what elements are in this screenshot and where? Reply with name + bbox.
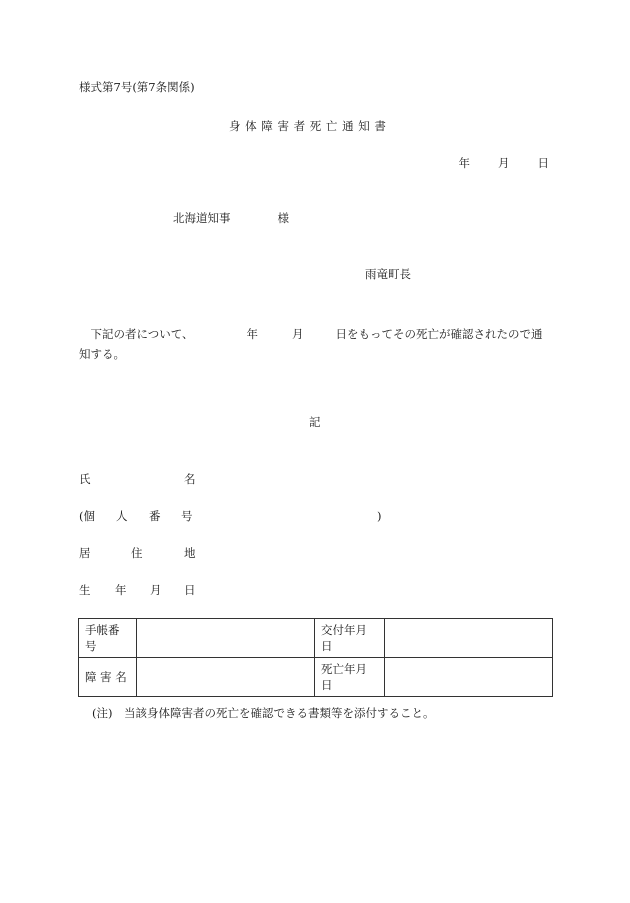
death-date-cell[interactable] [385,658,553,697]
handbook-number-cell[interactable] [137,619,315,658]
ki-heading: 記 [309,415,321,429]
body-text-part2: 日をもってその死亡が確認されたので通知する。 [79,327,543,361]
field-address-char: 住 [131,546,143,560]
table-row [79,619,553,658]
field-mynumber-char: 人 [116,509,128,523]
field-birth-char: 日 [184,583,196,597]
date-line [459,158,550,170]
field-birth-char: 生 [79,583,91,597]
addressee [173,213,289,225]
field-mynumber-char: 番 [149,509,161,523]
field-address-char: 居 [79,546,91,560]
table-row [79,658,553,697]
disability-name-label: 障 害 名 [79,658,137,697]
addressee-name: 北海道知事 [173,211,231,225]
field-birth-char: 月 [150,583,162,597]
date-month-label: 月 [498,156,510,170]
body-month-label: 月 [292,327,304,341]
field-birth-char: 年 [115,583,127,597]
field-mynumber-char: ) [377,509,382,523]
sender: 雨竜町長 [365,267,411,281]
form-number: 様式第7号(第7条関係) [79,80,195,94]
field-name-char: 氏 [79,472,91,486]
field-name-char: 名 [184,472,196,486]
date-day-label: 日 [537,156,549,170]
addressee-honorific: 様 [277,211,289,225]
date-year-label: 年 [458,156,470,170]
document-title: 身 体 障 害 者 死 亡 通 知 書 [229,119,387,133]
attachment-note: (注) 当該身体障害者の死亡を確認できる書類等を添付すること。 [92,706,435,720]
field-mynumber-char: (個 [79,509,95,523]
handbook-number-label: 手帳番号 [79,619,137,658]
body-text [79,324,552,364]
certificate-table [78,618,553,697]
death-date-label: 死亡年月日 [315,658,385,697]
field-mynumber-char: 号 [181,509,193,523]
disability-name-cell[interactable] [137,658,315,697]
issue-date-cell[interactable] [385,619,553,658]
body-year-label: 年 [246,327,259,341]
body-text-part1: 下記の者について、 [90,327,194,341]
issue-date-label: 交付年月日 [315,619,385,658]
field-address-char: 地 [184,546,196,560]
